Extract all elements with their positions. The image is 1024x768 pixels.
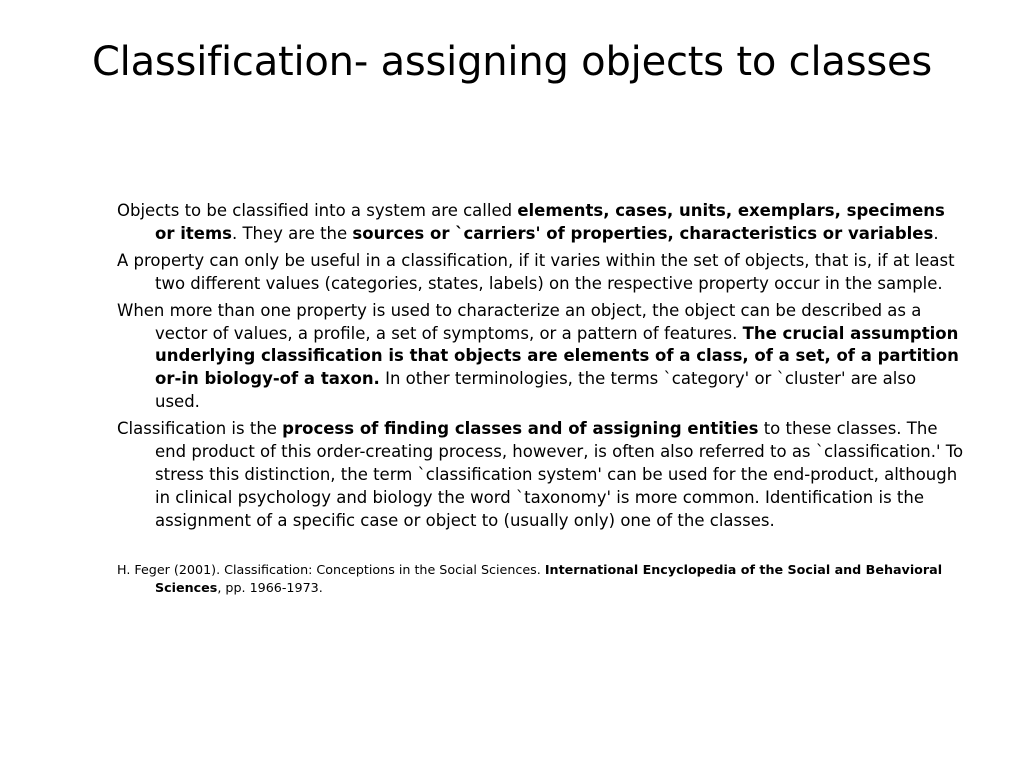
paragraph-text: to these classes. The end product of this order-creating process, however, is often also referred to as `classification.' To stress this distinction, the term `classification system' can be used for the end-product, although in clinical psychology and biology the word `taxonomy' is more common. Identification is the assignment of a specific case or object to (usually only) one of the classes. [155,419,964,530]
paragraph-vector [117,300,965,415]
paragraph-property [117,250,965,296]
reference-source: International Encyclopedia of the Social and Behavioral Sciences [155,561,943,595]
paragraph-text: . [933,223,939,243]
paragraph-emphasis: process of finding classes and of assigning entities [282,419,759,439]
paragraph-text: When more than one property is used to characterize an object, the object can be described as a vector of values, a profile, a set of symptoms, or a pattern of features. [117,300,922,343]
reference-citation [117,561,965,597]
paragraph-emphasis: sources or `carriers' of properties, characteristics or variables [352,223,934,243]
paragraph-text: Objects to be classified into a system are called [117,201,518,220]
paragraph-emphasis: The crucial assumption underlying classification is that objects are elements of a class, of a set, of a partition or-in biology-of a taxon. [155,323,959,389]
paragraph-text: . They are the [231,223,353,243]
paragraph-text: A property can only be useful in a classification, if it varies within the set of objects, that is, if at least two different values (categories, states, labels) on the respective property occur in the sample. [117,250,955,293]
paragraph-emphasis: elements, cases, units, exemplars, specimens or items [155,201,945,243]
paragraph-elements [117,200,965,246]
reference-text: H. Feger (2001). Classification: Conceptions in the Social Sciences. [117,561,545,577]
reference-text: , pp. 1966-1973. [217,579,323,595]
slide-body [117,200,965,597]
paragraph-process [117,418,965,533]
paragraph-text: Classification is the [117,419,283,439]
slide-title: Classification- assigning objects to classes [91,39,933,85]
paragraph-text: In other terminologies, the terms `category' or `cluster' are also used. [155,369,917,412]
